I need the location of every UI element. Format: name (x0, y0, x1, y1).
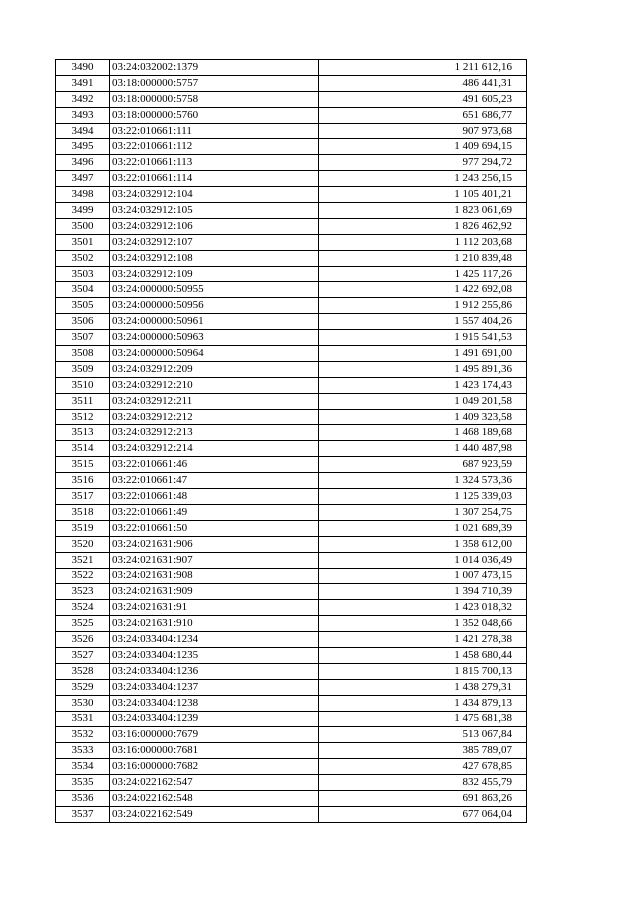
cadastral-value-cell: 1 049 201,58 (319, 393, 527, 409)
cadastral-number-cell: 03:24:032912:210 (110, 377, 319, 393)
cadastral-number-cell: 03:24:033404:1239 (110, 711, 319, 727)
row-number-cell: 3527 (56, 647, 110, 663)
row-number-cell: 3532 (56, 727, 110, 743)
row-number-cell: 3518 (56, 504, 110, 520)
cadastral-number-cell: 03:22:010661:114 (110, 171, 319, 187)
cadastral-number-cell: 03:24:021631:909 (110, 584, 319, 600)
cadastral-value-cell: 832 455,79 (319, 775, 527, 791)
row-number-cell: 3504 (56, 282, 110, 298)
row-number-cell: 3529 (56, 679, 110, 695)
cadastral-number-cell: 03:22:010661:113 (110, 155, 319, 171)
cadastral-value-cell: 1 307 254,75 (319, 504, 527, 520)
cadastral-value-cell: 1 421 278,38 (319, 632, 527, 648)
cadastral-number-cell: 03:24:022162:548 (110, 790, 319, 806)
table-row (56, 695, 527, 711)
row-number-cell: 3526 (56, 632, 110, 648)
cadastral-number-cell: 03:24:033404:1237 (110, 679, 319, 695)
cadastral-value-cell: 1 912 255,86 (319, 298, 527, 314)
cadastral-number-cell: 03:22:010661:46 (110, 457, 319, 473)
cadastral-value-cell: 427 678,85 (319, 759, 527, 775)
cadastral-number-cell: 03:24:021631:91 (110, 600, 319, 616)
row-number-cell: 3533 (56, 743, 110, 759)
table-row (56, 727, 527, 743)
table-row (56, 441, 527, 457)
row-number-cell: 3497 (56, 171, 110, 187)
row-number-cell: 3503 (56, 266, 110, 282)
row-number-cell: 3499 (56, 203, 110, 219)
table-row (56, 568, 527, 584)
cadastral-value-cell: 1 557 404,26 (319, 314, 527, 330)
row-number-cell: 3500 (56, 218, 110, 234)
cadastral-number-cell: 03:24:000000:50956 (110, 298, 319, 314)
row-number-cell: 3508 (56, 346, 110, 362)
table-row (56, 632, 527, 648)
table-row (56, 647, 527, 663)
cadastral-value-cell: 385 789,07 (319, 743, 527, 759)
table-row (56, 536, 527, 552)
cadastral-number-cell: 03:16:000000:7682 (110, 759, 319, 775)
table-row (56, 91, 527, 107)
row-number-cell: 3507 (56, 330, 110, 346)
table-row (56, 60, 527, 76)
table-row (56, 314, 527, 330)
cadastral-value-cell: 1 422 692,08 (319, 282, 527, 298)
cadastral-number-cell: 03:24:033404:1235 (110, 647, 319, 663)
cadastral-number-cell: 03:24:000000:50963 (110, 330, 319, 346)
row-number-cell: 3495 (56, 139, 110, 155)
table-row (56, 330, 527, 346)
cadastral-number-cell: 03:24:032912:106 (110, 218, 319, 234)
cadastral-number-cell: 03:18:000000:5758 (110, 91, 319, 107)
cadastral-number-cell: 03:24:032912:213 (110, 425, 319, 441)
table-row (56, 600, 527, 616)
cadastral-value-cell: 1 210 839,48 (319, 250, 527, 266)
cadastral-value-cell: 1 211 612,16 (319, 60, 527, 76)
row-number-cell: 3520 (56, 536, 110, 552)
cadastral-value-cell: 691 863,26 (319, 790, 527, 806)
table-row (56, 616, 527, 632)
cadastral-value-cell: 1 014 036,49 (319, 552, 527, 568)
cadastral-value-cell: 1 823 061,69 (319, 203, 527, 219)
row-number-cell: 3513 (56, 425, 110, 441)
cadastral-number-cell: 03:24:032002:1379 (110, 60, 319, 76)
cadastral-value-cell: 1 475 681,38 (319, 711, 527, 727)
cadastral-number-cell: 03:18:000000:5757 (110, 75, 319, 91)
cadastral-value-cell: 486 441,31 (319, 75, 527, 91)
cadastral-value-cell: 677 064,04 (319, 806, 527, 822)
cadastral-number-cell: 03:22:010661:48 (110, 489, 319, 505)
table-row (56, 759, 527, 775)
cadastral-value-cell: 1 423 174,43 (319, 377, 527, 393)
cadastral-value-cell: 1 394 710,39 (319, 584, 527, 600)
row-number-cell: 3522 (56, 568, 110, 584)
row-number-cell: 3491 (56, 75, 110, 91)
cadastral-value-cell: 1 425 117,26 (319, 266, 527, 282)
cadastral-number-cell: 03:24:032912:212 (110, 409, 319, 425)
table-body (56, 60, 527, 823)
table-row (56, 139, 527, 155)
table-row (56, 218, 527, 234)
row-number-cell: 3519 (56, 520, 110, 536)
table-row (56, 123, 527, 139)
cadastral-value-cell: 1 458 680,44 (319, 647, 527, 663)
table-row (56, 409, 527, 425)
row-number-cell: 3516 (56, 473, 110, 489)
row-number-cell: 3530 (56, 695, 110, 711)
cadastral-number-cell: 03:24:032912:209 (110, 361, 319, 377)
table-row (56, 250, 527, 266)
cadastral-number-cell: 03:24:033404:1236 (110, 663, 319, 679)
row-number-cell: 3494 (56, 123, 110, 139)
row-number-cell: 3490 (56, 60, 110, 76)
row-number-cell: 3493 (56, 107, 110, 123)
table-row (56, 234, 527, 250)
table-row (56, 790, 527, 806)
table-row (56, 584, 527, 600)
cadastral-number-cell: 03:24:032912:214 (110, 441, 319, 457)
table-row (56, 425, 527, 441)
cadastral-value-table (55, 59, 527, 823)
cadastral-value-cell: 1 409 694,15 (319, 139, 527, 155)
cadastral-number-cell: 03:22:010661:47 (110, 473, 319, 489)
cadastral-number-cell: 03:24:022162:547 (110, 775, 319, 791)
row-number-cell: 3536 (56, 790, 110, 806)
table-row (56, 457, 527, 473)
table-row (56, 711, 527, 727)
row-number-cell: 3509 (56, 361, 110, 377)
cadastral-value-cell: 1 021 689,39 (319, 520, 527, 536)
cadastral-value-cell: 1 438 279,31 (319, 679, 527, 695)
row-number-cell: 3523 (56, 584, 110, 600)
cadastral-number-cell: 03:24:032912:107 (110, 234, 319, 250)
cadastral-value-cell: 1 434 879,13 (319, 695, 527, 711)
row-number-cell: 3502 (56, 250, 110, 266)
row-number-cell: 3505 (56, 298, 110, 314)
cadastral-number-cell: 03:24:033404:1234 (110, 632, 319, 648)
cadastral-number-cell: 03:24:032912:109 (110, 266, 319, 282)
row-number-cell: 3498 (56, 187, 110, 203)
row-number-cell: 3517 (56, 489, 110, 505)
table-row (56, 504, 527, 520)
cadastral-value-cell: 513 067,84 (319, 727, 527, 743)
row-number-cell: 3521 (56, 552, 110, 568)
cadastral-value-cell: 1 815 700,13 (319, 663, 527, 679)
table-row (56, 393, 527, 409)
table-row (56, 377, 527, 393)
cadastral-value-cell: 1 105 401,21 (319, 187, 527, 203)
cadastral-value-cell: 1 468 189,68 (319, 425, 527, 441)
table-row (56, 806, 527, 822)
row-number-cell: 3531 (56, 711, 110, 727)
cadastral-number-cell: 03:24:022162:549 (110, 806, 319, 822)
row-number-cell: 3525 (56, 616, 110, 632)
row-number-cell: 3492 (56, 91, 110, 107)
table-row (56, 663, 527, 679)
table-row (56, 489, 527, 505)
row-number-cell: 3515 (56, 457, 110, 473)
table-row (56, 171, 527, 187)
cadastral-number-cell: 03:18:000000:5760 (110, 107, 319, 123)
cadastral-number-cell: 03:24:000000:50955 (110, 282, 319, 298)
row-number-cell: 3510 (56, 377, 110, 393)
cadastral-number-cell: 03:22:010661:49 (110, 504, 319, 520)
cadastral-number-cell: 03:24:032912:211 (110, 393, 319, 409)
table-row (56, 346, 527, 362)
cadastral-value-cell: 907 973,68 (319, 123, 527, 139)
cadastral-number-cell: 03:24:000000:50964 (110, 346, 319, 362)
row-number-cell: 3514 (56, 441, 110, 457)
cadastral-number-cell: 03:24:021631:907 (110, 552, 319, 568)
cadastral-number-cell: 03:24:032912:108 (110, 250, 319, 266)
table-row (56, 266, 527, 282)
cadastral-number-cell: 03:24:032912:104 (110, 187, 319, 203)
cadastral-value-cell: 1 352 048,66 (319, 616, 527, 632)
table-row (56, 187, 527, 203)
table-row (56, 203, 527, 219)
table-row (56, 473, 527, 489)
cadastral-value-cell: 1 007 473,15 (319, 568, 527, 584)
cadastral-value-cell: 1 491 691,00 (319, 346, 527, 362)
table-row (56, 679, 527, 695)
cadastral-value-cell: 1 495 891,36 (319, 361, 527, 377)
row-number-cell: 3534 (56, 759, 110, 775)
table-row (56, 298, 527, 314)
cadastral-value-cell: 1 112 203,68 (319, 234, 527, 250)
row-number-cell: 3524 (56, 600, 110, 616)
cadastral-number-cell: 03:22:010661:112 (110, 139, 319, 155)
row-number-cell: 3535 (56, 775, 110, 791)
cadastral-number-cell: 03:24:000000:50961 (110, 314, 319, 330)
row-number-cell: 3501 (56, 234, 110, 250)
table-row (56, 743, 527, 759)
cadastral-value-cell: 1 125 339,03 (319, 489, 527, 505)
row-number-cell: 3512 (56, 409, 110, 425)
row-number-cell: 3528 (56, 663, 110, 679)
cadastral-number-cell: 03:24:021631:908 (110, 568, 319, 584)
cadastral-number-cell: 03:24:021631:910 (110, 616, 319, 632)
table-row (56, 282, 527, 298)
cadastral-value-cell: 1 243 256,15 (319, 171, 527, 187)
cadastral-number-cell: 03:16:000000:7681 (110, 743, 319, 759)
cadastral-value-cell: 1 423 018,32 (319, 600, 527, 616)
cadastral-number-cell: 03:22:010661:50 (110, 520, 319, 536)
cadastral-value-cell: 1 915 541,53 (319, 330, 527, 346)
cadastral-value-cell: 1 409 323,58 (319, 409, 527, 425)
cadastral-value-cell: 651 686,77 (319, 107, 527, 123)
table-row (56, 155, 527, 171)
cadastral-value-cell: 1 826 462,92 (319, 218, 527, 234)
row-number-cell: 3496 (56, 155, 110, 171)
row-number-cell: 3511 (56, 393, 110, 409)
cadastral-value-cell: 1 440 487,98 (319, 441, 527, 457)
row-number-cell: 3537 (56, 806, 110, 822)
cadastral-value-cell: 1 324 573,36 (319, 473, 527, 489)
cadastral-number-cell: 03:24:021631:906 (110, 536, 319, 552)
cadastral-number-cell: 03:22:010661:111 (110, 123, 319, 139)
table-row (56, 520, 527, 536)
table-row (56, 552, 527, 568)
table-row (56, 361, 527, 377)
table-row (56, 775, 527, 791)
cadastral-value-cell: 1 358 612,00 (319, 536, 527, 552)
cadastral-number-cell: 03:16:000000:7679 (110, 727, 319, 743)
cadastral-number-cell: 03:24:033404:1238 (110, 695, 319, 711)
cadastral-value-cell: 491 605,23 (319, 91, 527, 107)
cadastral-number-cell: 03:24:032912:105 (110, 203, 319, 219)
cadastral-value-cell: 977 294,72 (319, 155, 527, 171)
table-row (56, 107, 527, 123)
cadastral-value-cell: 687 923,59 (319, 457, 527, 473)
row-number-cell: 3506 (56, 314, 110, 330)
table-row (56, 75, 527, 91)
